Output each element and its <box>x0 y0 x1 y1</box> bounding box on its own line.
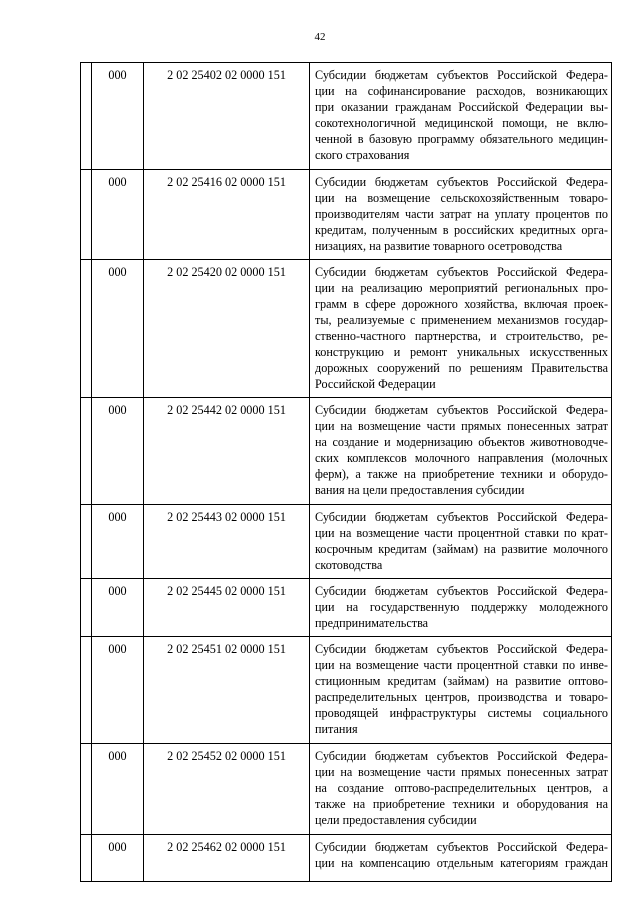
empty-cell <box>81 260 92 398</box>
description-cell <box>310 170 612 260</box>
admin-code-cell: 000 <box>92 63 144 170</box>
admin-code-cell: 000 <box>92 505 144 579</box>
description-cell <box>310 398 612 505</box>
description-line: ченной в базовую программу обязательного медицин- <box>315 132 608 146</box>
description-line: также на приобретение техники и оборудования на <box>315 797 608 811</box>
page-number: 42 <box>314 31 326 43</box>
table-body <box>81 63 612 882</box>
description-line: дорожных сооружений по решениям Правительства <box>315 361 608 375</box>
description-line: питания <box>315 722 358 736</box>
empty-cell <box>81 170 92 260</box>
description-line: скотоводства <box>315 558 383 572</box>
empty-cell <box>81 579 92 637</box>
admin-code-cell: 000 <box>92 170 144 260</box>
empty-cell <box>81 398 92 505</box>
admin-code-cell: 000 <box>92 744 144 835</box>
description-line: на создание оптово-распределительных центров, а <box>315 781 608 795</box>
table-row <box>81 63 612 170</box>
budget-code-cell: 2 02 25420 02 0000 151 <box>144 260 310 398</box>
description-line: стиционным кредитам (займам) на развитие оптово- <box>315 674 608 688</box>
description-line: Субсидии бюджетам субъектов Российской Федера- <box>315 175 608 189</box>
table-row <box>81 579 612 637</box>
description-line: на создание и модернизацию объектов животноводче- <box>315 435 608 449</box>
description-line: ции на возмещение части процентной ставки по крат- <box>315 526 608 540</box>
description-line: ции на реализацию мероприятий региональных про- <box>315 281 608 295</box>
table-row <box>81 744 612 835</box>
description-line: Субсидии бюджетам субъектов Российской Федера- <box>315 642 608 656</box>
description-line: Субсидии бюджетам субъектов Российской Федера- <box>315 510 608 524</box>
description-line: ции на возмещение части прямых понесенных затрат <box>315 419 608 433</box>
description-line: ции на возмещение части процентной ставки по инве- <box>315 658 608 672</box>
table-row <box>81 835 612 882</box>
budget-code-cell: 2 02 25402 02 0000 151 <box>144 63 310 170</box>
empty-cell <box>81 744 92 835</box>
description-line: низациях, на развитие товарного осетроводства <box>315 239 563 253</box>
description-line: ского страхования <box>315 148 410 162</box>
description-cell <box>310 744 612 835</box>
empty-cell <box>81 63 92 170</box>
budget-code-cell: 2 02 25442 02 0000 151 <box>144 398 310 505</box>
description-cell <box>310 260 612 398</box>
description-line: сокотехнологичной медицинской помощи, не вклю- <box>315 116 608 130</box>
description-line: ции на софинансирование расходов, возникающих <box>315 84 608 98</box>
description-line: цели предоставления субсидии <box>315 813 477 827</box>
description-line: ферм), а также на приобретение техники и оборудо- <box>315 467 608 481</box>
description-line: конструкцию и ремонт уникальных искусственных <box>315 345 608 359</box>
description-line: ции на государственную поддержку молодежного <box>315 600 608 614</box>
budget-code-cell: 2 02 25451 02 0000 151 <box>144 637 310 744</box>
admin-code-cell: 000 <box>92 579 144 637</box>
description-cell <box>310 637 612 744</box>
budget-code-cell: 2 02 25443 02 0000 151 <box>144 505 310 579</box>
description-line: распределительных центров, производства и товаро- <box>315 690 608 704</box>
budget-code-cell: 2 02 25452 02 0000 151 <box>144 744 310 835</box>
admin-code-cell: 000 <box>92 398 144 505</box>
description-line: Субсидии бюджетам субъектов Российской Федера- <box>315 840 608 854</box>
admin-code-cell: 000 <box>92 260 144 398</box>
budget-classification-table <box>80 62 612 882</box>
description-line: ции на возмещение сельскохозяйственным товаро- <box>315 191 608 205</box>
description-line: ции на возмещение части прямых понесенных затрат <box>315 765 608 779</box>
description-line: кредитам, полученным в российских кредитных орга- <box>315 223 608 237</box>
table-row <box>81 260 612 398</box>
description-line: ственно-частного партнерства, и строительство, ре- <box>315 329 608 343</box>
description-line: производителям части затрат на уплату процентов по <box>315 207 608 221</box>
description-line: Субсидии бюджетам субъектов Российской Федера- <box>315 265 608 279</box>
description-line: грамм в сфере дорожного хозяйства, включая проек- <box>315 297 608 311</box>
description-line: ции на компенсацию отдельным категориям граждан <box>315 856 608 870</box>
description-line: Субсидии бюджетам субъектов Российской Федера- <box>315 749 608 763</box>
budget-code-cell: 2 02 25445 02 0000 151 <box>144 579 310 637</box>
admin-code-cell: 000 <box>92 637 144 744</box>
budget-code-cell: 2 02 25416 02 0000 151 <box>144 170 310 260</box>
description-cell <box>310 835 612 882</box>
description-line: Субсидии бюджетам субъектов Российской Федера- <box>315 584 608 598</box>
description-line: Субсидии бюджетам субъектов Российской Федера- <box>315 68 608 82</box>
empty-cell <box>81 505 92 579</box>
budget-code-cell: 2 02 25462 02 0000 151 <box>144 835 310 882</box>
description-line: Российской Федерации <box>315 377 436 391</box>
admin-code-cell: 000 <box>92 835 144 882</box>
description-line: ских комплексов молочного направления (молочных <box>315 451 608 465</box>
description-line: ты, реализуемые с применением механизмов государ- <box>315 313 608 327</box>
empty-cell <box>81 835 92 882</box>
table-row <box>81 505 612 579</box>
table-row <box>81 170 612 260</box>
description-line: Субсидии бюджетам субъектов Российской Федера- <box>315 403 608 417</box>
description-line: при оказании гражданам Российской Федерации вы- <box>315 100 608 114</box>
description-cell <box>310 505 612 579</box>
table-row <box>81 637 612 744</box>
table-row <box>81 398 612 505</box>
description-line: проводящей инфраструктуры системы социального <box>315 706 608 720</box>
description-line: косрочным кредитам (займам) на развитие молочного <box>315 542 608 556</box>
description-line: вания на цели предоставления субсидии <box>315 483 525 497</box>
empty-cell <box>81 637 92 744</box>
description-line: предпринимательства <box>315 616 429 630</box>
description-cell <box>310 579 612 637</box>
description-cell <box>310 63 612 170</box>
